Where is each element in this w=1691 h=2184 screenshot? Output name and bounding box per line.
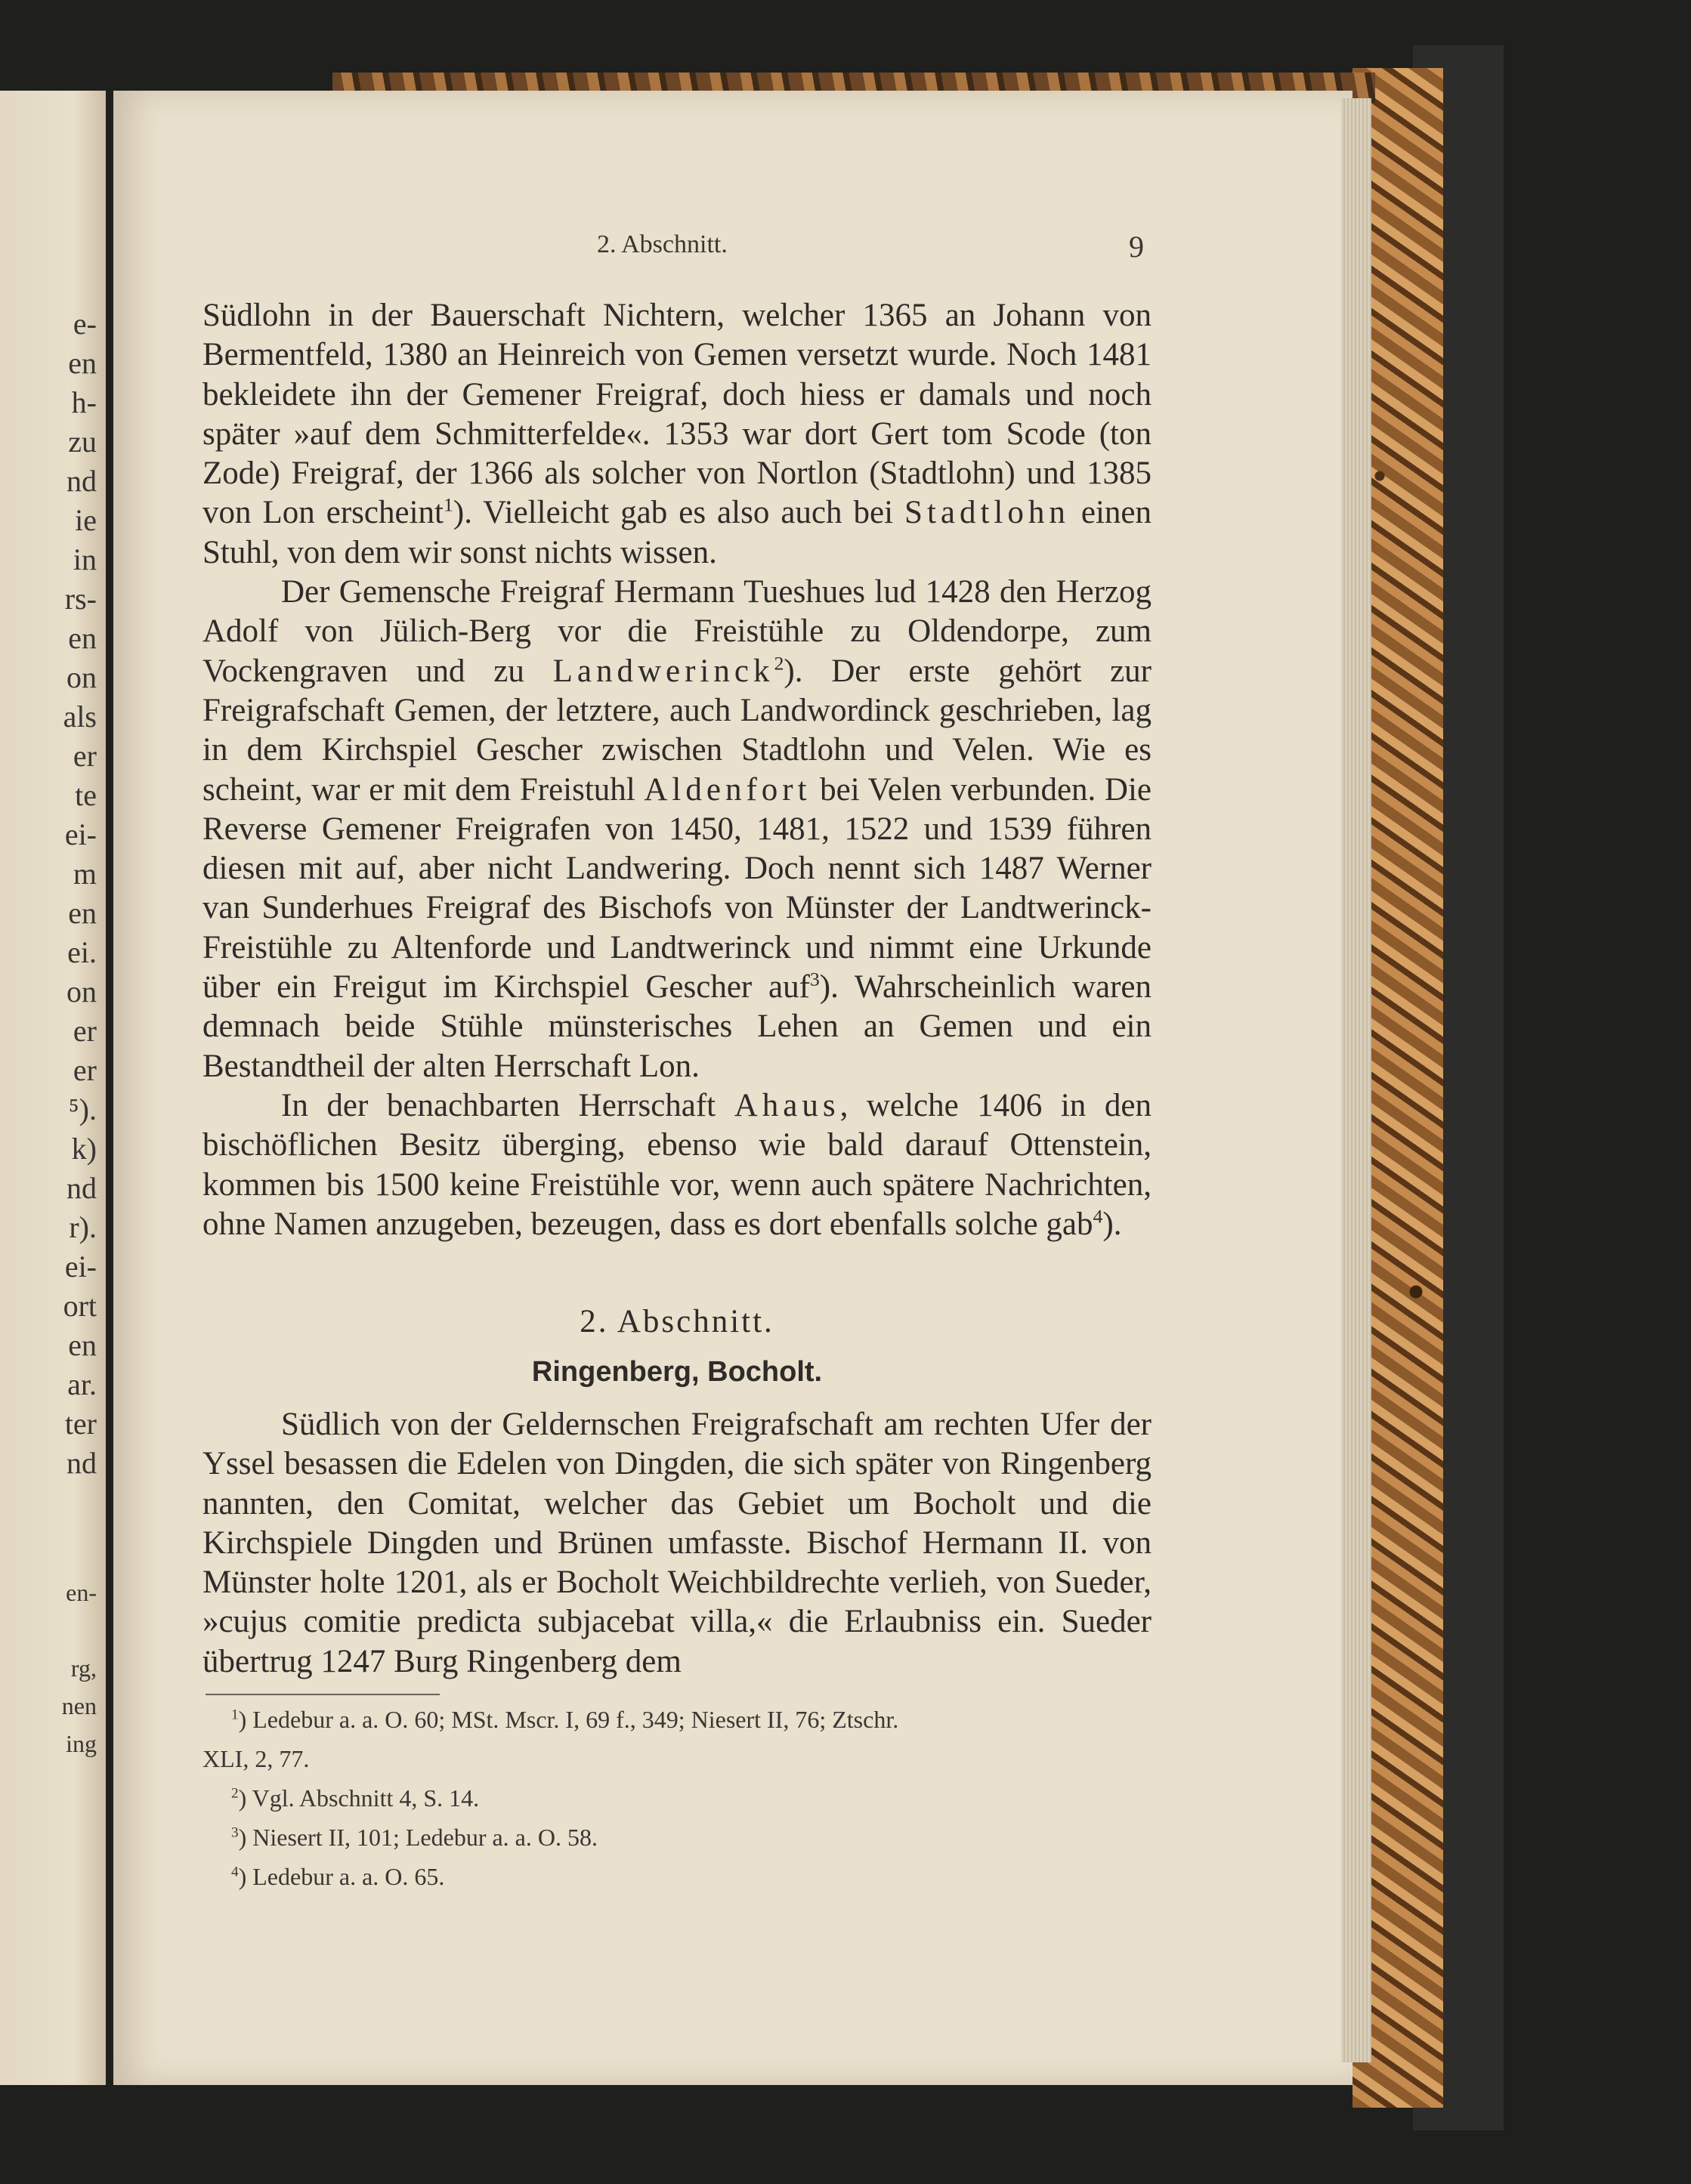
footnote: $^4$) Ledebur a. a. O. 65. xyxy=(231,1863,445,1890)
left-page-fragment: ⁵). xyxy=(68,1092,97,1126)
left-page-fragment: h- xyxy=(71,385,97,419)
left-page-fragment: en xyxy=(68,346,97,380)
left-page-fragment: r). xyxy=(69,1210,97,1244)
left-page-fragment: nd xyxy=(66,464,97,498)
left-page-fragment: nd xyxy=(66,1171,97,1205)
body-text-section xyxy=(202,1405,1152,1682)
left-page-fragment: er xyxy=(73,1053,97,1087)
left-page-fragment: en xyxy=(68,896,97,930)
paragraph: Der Gemensche Freigraf Hermann Tueshues lud 1428 den Herzog Adolf von Jülich-Berg vor die Freistühle zu Oldendorpe, zum Vockengraven und zu Landwerinck$^2$). Der erste gehört zur Freigrafschaft Gemen, der letztere, auch Landwordinck geschrieben, lag in dem Kirchspiel Gescher zwischen Stadtlohn und Velen. Wie es scheint, war er mit dem Freistuhl Aldenfort bei Velen verbunden. Die Reverse Gemener Freigrafen von 1450, 1481, 1522 und 1539 führen diesen mit auf, aber nicht Landwering. Doch nennt sich 1487 Werner van Sunderhues Freigraf des Bischofs von Münster der Landtwerinck-Freistühle zu Altenforde und Landtwerinck und nimmt eine Urkunde über ein Freigut im Kirchspiel Gescher auf$^3$). Wahrscheinlich waren demnach beide Stühle münsterisches Lehen an Gemen und ein Bestandtheil der alten Herrschaft Lon. xyxy=(202,574,1152,1084)
left-page-fragment: als xyxy=(63,700,97,734)
section-title: Ringenberg, Bocholt. xyxy=(531,1356,823,1388)
left-page-fragment: zu xyxy=(68,425,97,459)
footnotes xyxy=(202,1700,1152,1896)
page-number: 9 xyxy=(1129,230,1144,264)
left-page-fragment: nen xyxy=(61,1692,97,1719)
footnote-continuation: XLI, 2, 77. xyxy=(202,1745,310,1772)
running-head: 2. Abschnitt. xyxy=(597,230,728,258)
left-page-fragment: ort xyxy=(63,1289,97,1323)
paragraph: Südlich von der Geldernschen Freigrafschaft am rechten Ufer der Yssel besassen die Edelen von Dingden, die sich später von Ringenberg nannten, den Comitat, welcher das Gebiet um Bocholt und die Kirchspiele Dingden und Brünen umfasste. Bischof Hermann II. von Münster holte 1201, als er Bocholt Weichbildrechte verlieh, von Sueder, »cujus comitie predicta subjacebat villa,« die Erlaubniss ein. Sueder übertrug 1247 Burg Ringenberg dem xyxy=(202,1407,1152,1679)
left-page-fragment: er xyxy=(73,1014,97,1048)
left-page-fragment: nd xyxy=(66,1446,97,1480)
left-page-fragment: rg, xyxy=(70,1654,97,1682)
paragraph: Südlohn in der Bauerschaft Nichtern, welcher 1365 an Johann von Bermentfeld, 1380 an Heinreich von Gemen versetzt wurde. Noch 1481 bekleidete ihn der Gemener Freigraf, doch hiess er damals und noch später »auf dem Schmitterfelde«. 1353 war dort Gert tom Scode (ton Zode) Freigraf, der 1366 als solcher von Nortlon (Stadtlohn) und 1385 von Lon erscheint$^1$). Vielleicht gab es also auch bei Stadtlohn einen Stuhl, von dem wir sonst nichts wissen. xyxy=(202,298,1152,570)
left-page-fragment: en- xyxy=(66,1579,97,1606)
left-page-fragment: in xyxy=(73,542,97,576)
left-page-fragment: on xyxy=(66,660,97,694)
section-heading: 2. Abschnitt. xyxy=(580,1304,774,1339)
left-page-fragment: m xyxy=(73,857,97,891)
left-page-fragment: ie xyxy=(75,503,97,537)
footnote: $^3$) Niesert II, 101; Ledebur a. a. O. 58. xyxy=(231,1824,598,1851)
left-page-fragment: ei- xyxy=(64,1250,97,1284)
left-page-fragment: on xyxy=(66,975,97,1009)
left-page-fragment: en xyxy=(68,1328,97,1362)
left-page-fragment: ar. xyxy=(67,1367,97,1401)
left-page-fragment: ei- xyxy=(64,817,97,851)
left-page-fragment: rs- xyxy=(64,582,97,616)
left-page-fragment: ing xyxy=(66,1730,97,1757)
left-page-fragment: te xyxy=(75,778,97,812)
left-page-fragment: ei. xyxy=(67,935,97,969)
body-text-top xyxy=(202,296,1152,1244)
left-page-fragment: er xyxy=(73,739,97,773)
page-stack-edge xyxy=(1341,98,1371,2062)
paragraph: In der benachbarten Herrschaft Ahaus, welche 1406 in den bischöflichen Besitz überging, ebenso wie bald darauf Ottenstein, kommen bis 1500 keine Freistühle vor, wenn auch spätere Nachrichten, ohne Namen anzugeben, bezeugen, dass es dort ebenfalls solche gab$^4$). xyxy=(202,1087,1152,1242)
left-page-fragment: k) xyxy=(71,1132,97,1166)
footnote: $^1$) Ledebur a. a. O. 60; MSt. Mscr. I, 69 f., 349; Niesert II, 76; Ztschr. xyxy=(231,1706,899,1733)
left-page-fragment: ter xyxy=(64,1407,97,1441)
left-page-fragment: en xyxy=(68,621,97,655)
footnote-rule xyxy=(206,1694,440,1695)
footnote: $^2$) Vgl. Abschnitt 4, S. 14. xyxy=(231,1784,480,1812)
left-page-fragment: e- xyxy=(73,307,97,341)
